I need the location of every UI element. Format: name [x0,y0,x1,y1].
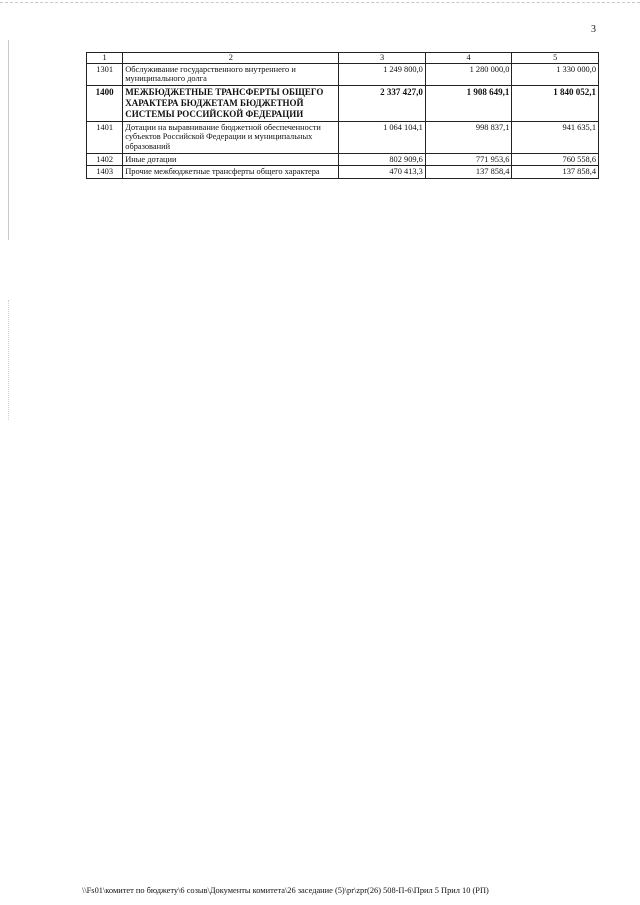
row-value-col3: 2 337 427,0 [339,85,426,121]
scan-artifact-left-edge [8,40,9,240]
row-value-col4: 1 908 649,1 [425,85,512,121]
row-value-col5: 760 558,6 [512,153,599,166]
budget-table [86,52,599,179]
row-code: 1402 [87,153,123,166]
page-number: 3 [591,24,596,35]
table-header-row [87,53,599,64]
table-row [87,166,599,179]
table-row [87,153,599,166]
row-name: МЕЖБЮДЖЕТНЫЕ ТРАНСФЕРТЫ ОБЩЕГО ХАРАКТЕРА БЮДЖЕТАМ БЮДЖЕТНОЙ СИСТЕМЫ РОССИЙСКОЙ ФЕДЕРАЦИИ [123,85,339,121]
row-value-col5: 1 330 000,0 [512,63,599,85]
row-value-col4: 137 858,4 [425,166,512,179]
footer-file-path: \\Fs01\комитет по бюджету\6 созыв\Документы комитета\26 заседание (5)\pr\zpr(26) 508-П-6\Прил 5 Прил 10 (РП) [82,886,489,895]
row-value-col4: 998 837,1 [425,121,512,153]
scan-artifact-top [0,2,640,3]
table-row [87,63,599,85]
column-header-4: 4 [425,53,512,64]
row-name: Иные дотации [123,153,339,166]
row-name: Обслуживание государственного внутреннего и муниципального долга [123,63,339,85]
column-header-5: 5 [512,53,599,64]
row-value-col3: 1 249 800,0 [339,63,426,85]
row-name: Дотации на выравнивание бюджетной обеспеченности субъектов Российской Федерации и муниципальных образований [123,121,339,153]
scan-artifact-left-edge-dotted [8,300,9,420]
row-value-col5: 1 840 052,1 [512,85,599,121]
row-code: 1401 [87,121,123,153]
row-value-col3: 802 909,6 [339,153,426,166]
row-value-col5: 941 635,1 [512,121,599,153]
row-value-col5: 137 858,4 [512,166,599,179]
column-header-2: 2 [123,53,339,64]
row-name: Прочие межбюджетные трансферты общего характера [123,166,339,179]
row-value-col4: 1 280 000,0 [425,63,512,85]
row-value-col3: 470 413,3 [339,166,426,179]
row-value-col3: 1 064 104,1 [339,121,426,153]
table-row-section-total [87,85,599,121]
row-code: 1403 [87,166,123,179]
row-code: 1400 [87,85,123,121]
column-header-3: 3 [339,53,426,64]
column-header-1: 1 [87,53,123,64]
row-code: 1301 [87,63,123,85]
table-row [87,121,599,153]
row-value-col4: 771 953,6 [425,153,512,166]
